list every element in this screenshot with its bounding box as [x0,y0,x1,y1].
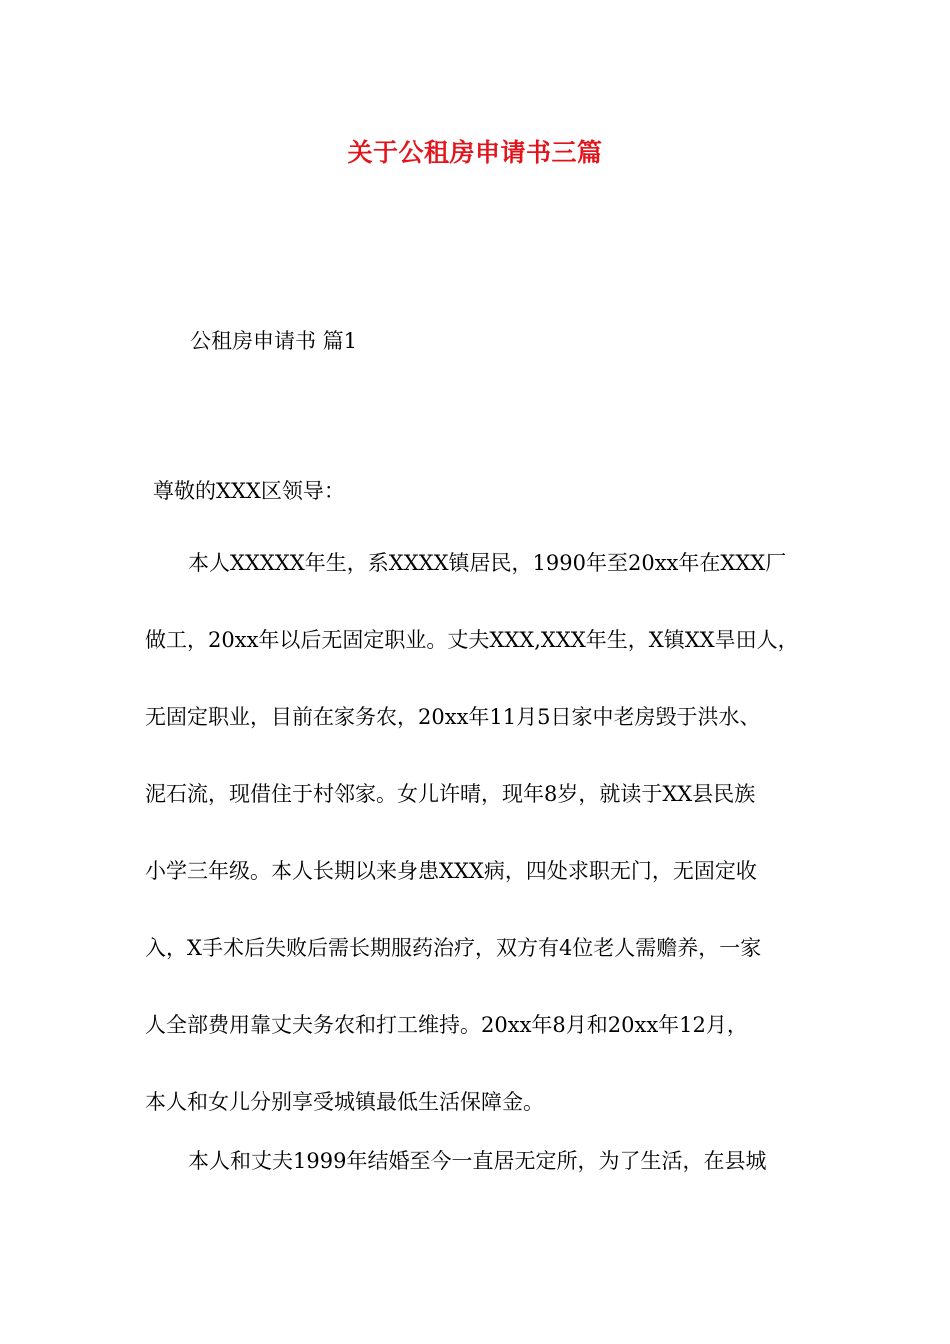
paragraph-line: 入，X手术后失败后需长期服药治疗，双方有4位老人需赡养，一家 [145,936,762,960]
paragraph-line: 小学三年级。本人长期以来身患XXX病，四处求职无门，无固定收 [145,859,757,883]
paragraph-line: 无固定职业，目前在家务农，20xx年11月5日家中老房毁于洪水、 [145,705,761,729]
paragraph-line: 本人和丈夫1999年结婚至今一直居无定所，为了生活，在县城 [188,1149,767,1173]
paragraph-1 [145,525,810,1141]
paragraph-line: 本人和女儿分别享受城镇最低生活保障金。 [145,1090,544,1114]
paragraph-line: 做工，20xx年以后无固定职业。丈夫XXX,XXX年生，X镇XX旱田人， [145,628,799,652]
paragraph-line: 泥石流，现借住于村邻家。女儿许晴，现年8岁，就读于XX县民族 [145,782,756,806]
paragraph-2 [145,1123,810,1200]
section-heading: 公租房申请书 篇1 [190,329,358,353]
paragraph-line: 本人XXXXX年生，系XXXX镇居民，1990年至20xx年在XXX厂 [188,551,787,575]
document-title: 关于公租房申请书三篇 [347,138,603,167]
salutation: 尊敬的XXX区领导： [153,479,345,503]
paragraph-line: 人全部费用靠丈夫务农和打工维持。20xx年8月和20xx年12月， [145,1013,748,1037]
